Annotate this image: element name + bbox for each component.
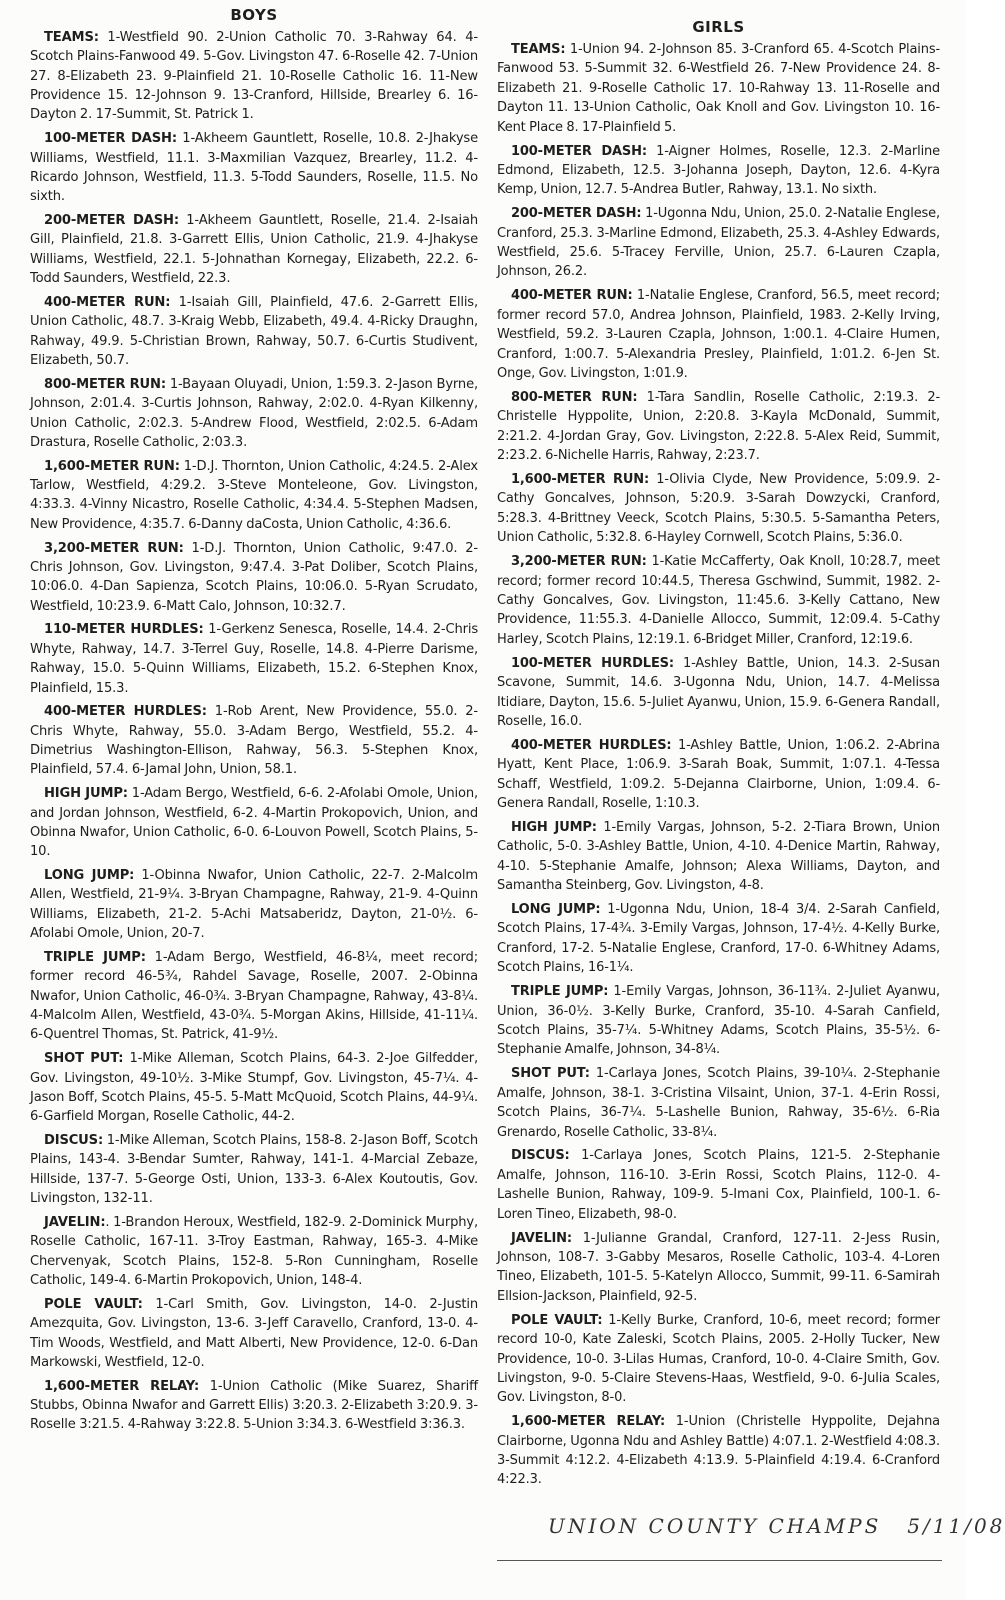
event-name: 1,600-METER RUN: — [44, 458, 180, 474]
event-results-text: 1-Rob Arent, New Providence, 55.0. 2-Chris Whyte, Rahway, 55.0. 3-Adam Bergo, Westfield, 55.2. 4-Dimetrius Washington-Ellison, Rahway, 56.3. 5-Stephen Knox, Plainfield, 57.4. 6-Jamal John, Union, 58.1. — [30, 704, 478, 778]
event-name: 100-METER DASH: — [511, 143, 647, 159]
event-name: 100-METER DASH: — [44, 131, 177, 147]
event-results-text: 1-D.J. Thornton, Union Catholic, 4:24.5. 2-Alex Tarlow, Westfield, 4:29.2. 3-Steve Monteleone, Gov. Livingston, 4:33.3. 4-Vinny Nicastro, Roselle Catholic, 4:34.4. 5-Stephen Madsen, New Providence, 4:35.7. 6-Danny daCosta, Union Catholic, 4:36.6. — [30, 458, 478, 532]
event-results-text: 1-D.J. Thornton, Union Catholic, 9:47.0. 2-Chris Johnson, Gov. Livingston, 9:47.4. 3-Pat Doliber, Scotch Plains, 10:06.0. 4-Dan Sapienza, Scotch Plains, 10:06.0. 5-Ryan Scrudato, Westfield, 10:23.9. 6-Matt Calo, Johnson, 10:32.7. — [30, 540, 478, 614]
event-result — [30, 539, 478, 616]
event-results-text: 1-Bayaan Oluyadi, Union, 1:59.3. 2-Jason Byrne, Johnson, 2:01.4. 3-Curtis Johnson, Rahway, 2:02.0. 4-Ryan Kilkenny, Union Catholic, 2:02.3. 5-Andrew Flood, Westfield, 2:02.5. 6-Adam Drastura, Roselle Catholic, 2:03.3. — [30, 376, 478, 450]
event-name: 1,600-METER RELAY: — [511, 1414, 666, 1430]
event-name: 3,200-METER RUN: — [511, 554, 647, 570]
event-name: LONG JUMP: — [44, 868, 135, 884]
event-results-text: 1-Julianne Grandal, Cranford, 127-11. 2-Jess Rusin, Johnson, 108-7. 3-Gabby Mesaros, Roselle Catholic, 103-4. 4-Loren Tineo, Elizabeth, 101-5. 5-Katelyn Allocco, Summit, 99-11. 6-Samirah Ellsion-Jackson, Plainfield, 92-5. — [497, 1230, 940, 1304]
event-result — [497, 1229, 940, 1307]
event-name: JAVELIN: — [511, 1230, 572, 1246]
event-result — [30, 293, 478, 370]
event-result — [30, 457, 478, 534]
event-result — [30, 948, 478, 1045]
event-results-text: 1-Ashley Battle, Union, 14.3. 2-Susan Scavone, Summit, 14.6. 3-Ugonna Ndu, Union, 14.7. 4-Melissa Itidiare, Dayton, 15.6. 5-Juliet Ayanwu, Union, 15.9. 6-Genera Randall, Roselle, 16.0. — [497, 655, 940, 729]
event-name: DISCUS: — [44, 1133, 104, 1149]
event-name: LONG JUMP: — [511, 902, 601, 918]
event-name: 110-METER HURDLES: — [44, 622, 204, 638]
event-name: 400-METER HURDLES: — [511, 737, 672, 753]
event-result — [30, 1377, 478, 1435]
event-name: HIGH JUMP: — [511, 819, 597, 835]
event-name: TEAMS: — [511, 42, 566, 57]
event-name: DISCUS: — [511, 1148, 570, 1164]
event-results-text: 1-Westfield 90. 2-Union Catholic 70. 3-Rahway 64. 4-Scotch Plains-Fanwood 49. 5-Gov. Livingston 47. 6-Roselle 42. 7-Union 27. 8-Elizabeth 23. 9-Plainfield 21. 10-Roselle Catholic 16. 11-New Providence 15. 12-Johnson 9. 13-Cranford, Hillside, Brearley 6. 16-Dayton 2. 17-Summit, St. Patrick 1. — [30, 30, 478, 123]
event-result — [30, 375, 478, 452]
handwritten-note-text: UNION COUNTY CHAMPS — [548, 1514, 882, 1538]
event-name: TEAMS: — [44, 30, 99, 45]
event-name: 1,600-METER RELAY: — [44, 1378, 200, 1394]
event-name: HIGH JUMP: — [44, 786, 128, 802]
event-results-text: . 1-Brandon Heroux, Westfield, 182-9. 2-Dominick Murphy, Roselle Catholic, 167-11. 3-Troy Eastman, Rahway, 165-3. 4-Mike Chervenyak, Scotch Plains, 152-8. 5-Ron Cunningham, Roselle Catholic, 149-4. 6-Martin Prokopovich, Union, 148-4. — [30, 1214, 478, 1288]
event-results-text: 1-Obinna Nwafor, Union Catholic, 22-7. 2-Malcolm Allen, Westfield, 21-9¼. 3-Bryan Champagne, Rahway, 21-9. 4-Quinn Williams, Elizabeth, 21-2. 5-Achi Matsaberidz, Dayton, 21-0½. 6-Afolabi Omole, Union, 20-7. — [30, 868, 478, 942]
event-result — [497, 40, 940, 137]
event-name: 400-METER RUN: — [511, 288, 633, 304]
event-results-text: 1-Carlaya Jones, Scotch Plains, 121-5. 2-Stephanie Amalfe, Johnson, 116-10. 3-Erin Rossi, Scotch Plains, 112-0. 4-Lashelle Bunion, Rahway, 109-9. 5-Imani Cox, Plainfield, 100-1. 6-Loren Tineo, Elizabeth, 98-0. — [497, 1148, 940, 1222]
event-results-text: 1-Ashley Battle, Union, 1:06.2. 2-Abrina Hyatt, Kent Place, 1:06.9. 3-Sarah Boak, Summit, 1:07.1. 4-Tessa Schaff, Westfield, 1:09.2. 5-Dejanna Clairborne, Union, 1:09.4. 6-Genera Randall, Roselle, 1:10.3. — [497, 737, 940, 812]
girls-column — [497, 0, 940, 1494]
event-results-text: 1-Union 94. 2-Johnson 85. 3-Cranford 65. 4-Scotch Plains-Fanwood 53. 5-Summit 32. 6-Westfield 26. 7-New Providence 24. 8-Elizabeth 21. 9-Roselle Catholic 17. 10-Rahway 13. 11-Roselle and Dayton 11. 13-Union Catholic, Oak Knoll and Gov. Livingston 10. 16-Kent Place 8. 17-Plainfield 5. — [497, 42, 940, 135]
event-name: 200-METER DASH: — [44, 213, 179, 229]
girls-results — [497, 40, 940, 1490]
event-name: 400-METER RUN: — [44, 294, 171, 310]
event-result — [497, 388, 940, 466]
event-results-text: 1-Emily Vargas, Johnson, 5-2. 2-Tiara Brown, Union Catholic, 5-0. 3-Ashley Battle, Union, 4-10. 4-Denice Martin, Rahway, 4-10. 5-Stephanie Amalfe, Johnson; Alexa Williams, Dayton, and Samantha Steinberg, Gov. Livingston, 4-8. — [497, 819, 941, 894]
event-result — [497, 142, 940, 200]
event-result — [497, 1064, 940, 1142]
event-result — [497, 654, 940, 732]
event-result — [497, 1311, 940, 1408]
event-results-text: 1-Emily Vargas, Johnson, 36-11¾. 2-Juliet Ayanwu, Union, 36-0½. 3-Kelly Burke, Cranford, 35-10. 4-Sarah Canfield, Scotch Plains, 35-7¼. 5-Whitney Adams, Scotch Plains, 35-5½. 6-Stephanie Amalfe, Johnson, 34-8¼. — [497, 984, 940, 1058]
boys-column — [30, 0, 478, 1439]
event-result — [497, 1146, 940, 1224]
event-name: TRIPLE JUMP: — [44, 949, 146, 965]
event-results-text: 1-Union (Christelle Hyppolite, Dejahna Clairborne, Ugonna Ndu and Ashley Battle) 4:07.1. 2-Westfield 4:08.3. 3-Summit 4:12.2. 4-Elizabeth 4:13.9. 5-Plainfield 4:19.4. 6-Cranford 4:22.3. — [497, 1414, 941, 1488]
boys-heading: BOYS — [230, 6, 278, 24]
event-results-text: 1-Olivia Clyde, New Providence, 5:09.9. 2-Cathy Goncalves, Johnson, 5:20.9. 3-Sarah Dowzycki, Cranford, 5:28.3. 4-Brittney Veeck, Scotch Plains, 5:30.5. 5-Samantha Peters, Union Catholic, 5:32.8. 6-Hayley Cornwell, Scotch Plains, 5:36.0. — [497, 472, 940, 546]
event-result — [497, 286, 940, 383]
event-results-text: 1-Carlaya Jones, Scotch Plains, 39-10¼. 2-Stephanie Amalfe, Johnson, 38-1. 3-Cristina Vilsaint, Union, 37-1. 4-Erin Rossi, Scotch Plains, 36-7¼. 5-Lashelle Bunion, Rahway, 35-6½. 6-Ria Grenardo, Roselle Catholic, 33-8¼. — [497, 1066, 940, 1140]
event-result — [497, 736, 940, 814]
event-result — [30, 866, 478, 943]
event-results-text: 1-Gerkenz Senesca, Roselle, 14.4. 2-Chris Whyte, Rahway, 14.7. 3-Terrel Guy, Roselle, 14.8. 4-Pierre Darisme, Rahway, 15.0. 5-Quinn Williams, Elizabeth, 15.2. 6-Stephen Knox, Plainfield, 15.3. — [30, 622, 478, 696]
event-name: 800-METER RUN: — [511, 389, 638, 405]
event-name: POLE VAULT: — [44, 1296, 143, 1312]
event-result — [30, 1131, 478, 1208]
event-results-text: 1-Mike Alleman, Scotch Plains, 64-3. 2-Joe Gilfedder, Gov. Livingston, 49-10½. 3-Mike Stumpf, Gov. Livingston, 45-7¼. 4-Jason Boff, Scotch Plains, 45-5. 5-Matt McQuoid, Scotch Plains, 44-9¼. 6-Garfield Morgan, Roselle Catholic, 44-2. — [30, 1051, 478, 1125]
event-result — [30, 1049, 478, 1126]
boys-results — [30, 28, 478, 1435]
event-result — [497, 818, 940, 896]
event-result — [497, 204, 940, 282]
event-results-text: 1-Union Catholic (Mike Suarez, Shariff Stubbs, Obinna Nwafor and Garrett Ellis) 3:20.3. 2-Elizabeth 3:20.9. 3-Roselle 3:21.5. 4-Rahway 3:22.8. 5-Union 3:34.3. 6-Westfield 3:36.3. — [30, 1378, 478, 1433]
event-name: 100-METER HURDLES: — [511, 655, 674, 671]
event-result — [497, 470, 940, 548]
event-result — [497, 900, 940, 978]
signature-underline — [497, 1560, 942, 1561]
event-name: 200-METER DASH: — [511, 206, 642, 222]
event-name: JAVELIN: — [44, 1214, 106, 1230]
event-result — [30, 784, 478, 861]
event-results-text: 1-Carl Smith, Gov. Livingston, 14-0. 2-Justin Amezquita, Gov. Livingston, 13-6. 3-Jeff Caravello, Cranford, 13-0. 4-Tim Woods, Westfield, and Matt Alberti, New Providence, 12-0. 6-Dan Markowski, Westfield, 12-0. — [30, 1296, 478, 1370]
event-results-text: 1-Ugonna Ndu, Union, 25.0. 2-Natalie Englese, Cranford, 25.3. 3-Marline Edmond, Elizabeth, 25.3. 4-Ashley Edwards, Westfield, 25.6. 5-Tracey Ferville, Union, 25.7. 6-Lauren Czapla, Johnson, 26.2. — [497, 206, 941, 280]
event-results-text: 1-Ugonna Ndu, Union, 18-4 3/4. 2-Sarah Canfield, Scotch Plains, 17-4¾. 3-Emily Vargas, Johnson, 17-4½. 4-Kelly Burke, Cranford, 17-2. 5-Natalie Englese, Cranford, 17-0. 6-Whitney Adams, Scotch Plains, 16-1¼. — [497, 902, 940, 976]
event-result — [30, 1295, 478, 1372]
handwritten-note — [548, 1514, 1005, 1538]
event-result — [30, 28, 478, 125]
event-results-text: 1-Adam Bergo, Westfield, 6-6. 2-Afolabi Omole, Union, and Jordan Johnson, Westfield, 6-2. 4-Martin Prokopovich, Union, and Obinna Nwafor, Union Catholic, 6-0. 6-Louvon Powell, Scotch Plains, 5-10. — [30, 786, 478, 860]
handwritten-note-date: 5/11/08 — [907, 1514, 1005, 1538]
event-results-text: 1-Akheem Gauntlett, Roselle, 21.4. 2-Isaiah Gill, Plainfield, 21.8. 3-Garrett Ellis, Union Catholic, 21.9. 4-Jhakyse Williams, Westfield, 22.1. 5-Johnathan Kornegay, Elizabeth, 22.2. 6-Todd Saunders, Westfield, 22.3. — [30, 213, 478, 287]
girls-heading: GIRLS — [692, 18, 745, 36]
event-results-text: 1-Adam Bergo, Westfield, 46-8¼, meet record; former record 46-5¾, Rahdel Savage, Roselle, 2007. 2-Obinna Nwafor, Union Catholic, 46-0¾. 3-Bryan Champagne, Rahway, 43-8¼. 4-Malcolm Allen, Westfield, 43-0¾. 5-Morgan Akins, Hillside, 41-11¼. 6-Quentrel Thomas, St. Patrick, 41-9½. — [30, 949, 478, 1043]
event-name: TRIPLE JUMP: — [511, 984, 609, 1000]
event-result — [497, 552, 940, 649]
event-results-text: 1-Mike Alleman, Scotch Plains, 158-8. 2-Jason Boff, Scotch Plains, 143-4. 3-Bendar Sumter, Rahway, 141-1. 4-Marcial Zebaze, Hillside, 137-7. 5-George Osti, Union, 133-3. 6-Alex Koutoutis, Gov. Livingston, 132-11. — [30, 1133, 478, 1207]
event-name: SHOT PUT: — [44, 1051, 124, 1067]
event-name: 1,600-METER RUN: — [511, 472, 650, 488]
event-name: 3,200-METER RUN: — [44, 540, 184, 556]
event-results-text: 1-Katie McCafferty, Oak Knoll, 10:28.7, meet record; former record 10:44.5, Theresa Gschwind, Summit, 1982. 2-Cathy Goncalves, Gov. Livingston, 11:45.6. 3-Kelly Cattano, New Providence, 11:55.3. 4-Danielle Allocco, Summit, 12:09.4. 5-Cathy Harley, Scotch Plains, 12:19.1. 6-Bridget Miller, Cranford, 12:19.6. — [497, 554, 940, 647]
event-results-text: 1-Kelly Burke, Cranford, 10-6, meet record; former record 10-0, Kate Zaleski, Scotch Plains, 2005. 2-Holly Tucker, New Providence, 10-0. 3-Lilas Humas, Cranford, 10-0. 4-Claire Smith, Gov. Livingston, 9-0. 5-Claire Stevens-Haas, Westfield, 9-0. 6-Julia Scales, Gov. Livingston, 8-0. — [497, 1312, 940, 1406]
event-results-text: 1-Tara Sandlin, Roselle Catholic, 2:19.3. 2-Christelle Hyppolite, Union, 2:20.8. 3-Kayla McDonald, Summit, 2:21.2. 4-Jordan Gray, Gov. Livingston, 2:22.8. 5-Alex Reid, Summit, 2:23.2. 6-Nichelle Harris, Rahway, 2:23.7. — [497, 389, 940, 464]
event-result — [30, 702, 478, 779]
event-results-text: 1-Aigner Holmes, Roselle, 12.3. 2-Marline Edmond, Elizabeth, 12.5. 3-Johanna Joseph, Dayton, 12.6. 4-Kyra Kemp, Union, 12.7. 5-Andrea Butler, Rahway, 13.1. No sixth. — [497, 143, 940, 198]
event-name: SHOT PUT: — [511, 1066, 590, 1082]
event-name: 400-METER HURDLES: — [44, 704, 207, 720]
event-result — [30, 1213, 478, 1290]
event-result — [30, 620, 478, 697]
event-result — [497, 982, 940, 1060]
event-result — [30, 211, 478, 288]
event-results-text: 1-Isaiah Gill, Plainfield, 47.6. 2-Garrett Ellis, Union Catholic, 48.7. 3-Kraig Webb, Elizabeth, 49.4. 4-Ricky Draughn, Rahway, 49.9. 5-Christian Brown, Rahway, 50.7. 6-Curtis Studivent, Elizabeth, 50.7. — [30, 294, 478, 368]
event-result — [30, 129, 478, 206]
event-result — [497, 1412, 940, 1490]
event-name: POLE VAULT: — [511, 1312, 603, 1328]
event-results-text: 1-Akheem Gauntlett, Roselle, 10.8. 2-Jhakyse Williams, Westfield, 11.1. 3-Maxmilian Vazquez, Brearley, 11.2. 4-Ricardo Johnson, Westfield, 11.3. 5-Todd Saunders, Roselle, 11.5. No sixth. — [30, 131, 478, 205]
event-results-text: 1-Natalie Englese, Cranford, 56.5, meet record; former record 57.0, Andrea Johnson, Plainfield, 1983. 2-Kelly Irving, Westfield, 59.2. 3-Lauren Czapla, Johnson, 1:00.1. 4-Claire Humen, Cranford, 1:00.7. 5-Alexandria Presley, Plainfield, 1:01.2. 6-Jen St. Onge, Gov. Livingston, 1:01.9. — [497, 288, 940, 381]
event-name: 800-METER RUN: — [44, 376, 166, 392]
